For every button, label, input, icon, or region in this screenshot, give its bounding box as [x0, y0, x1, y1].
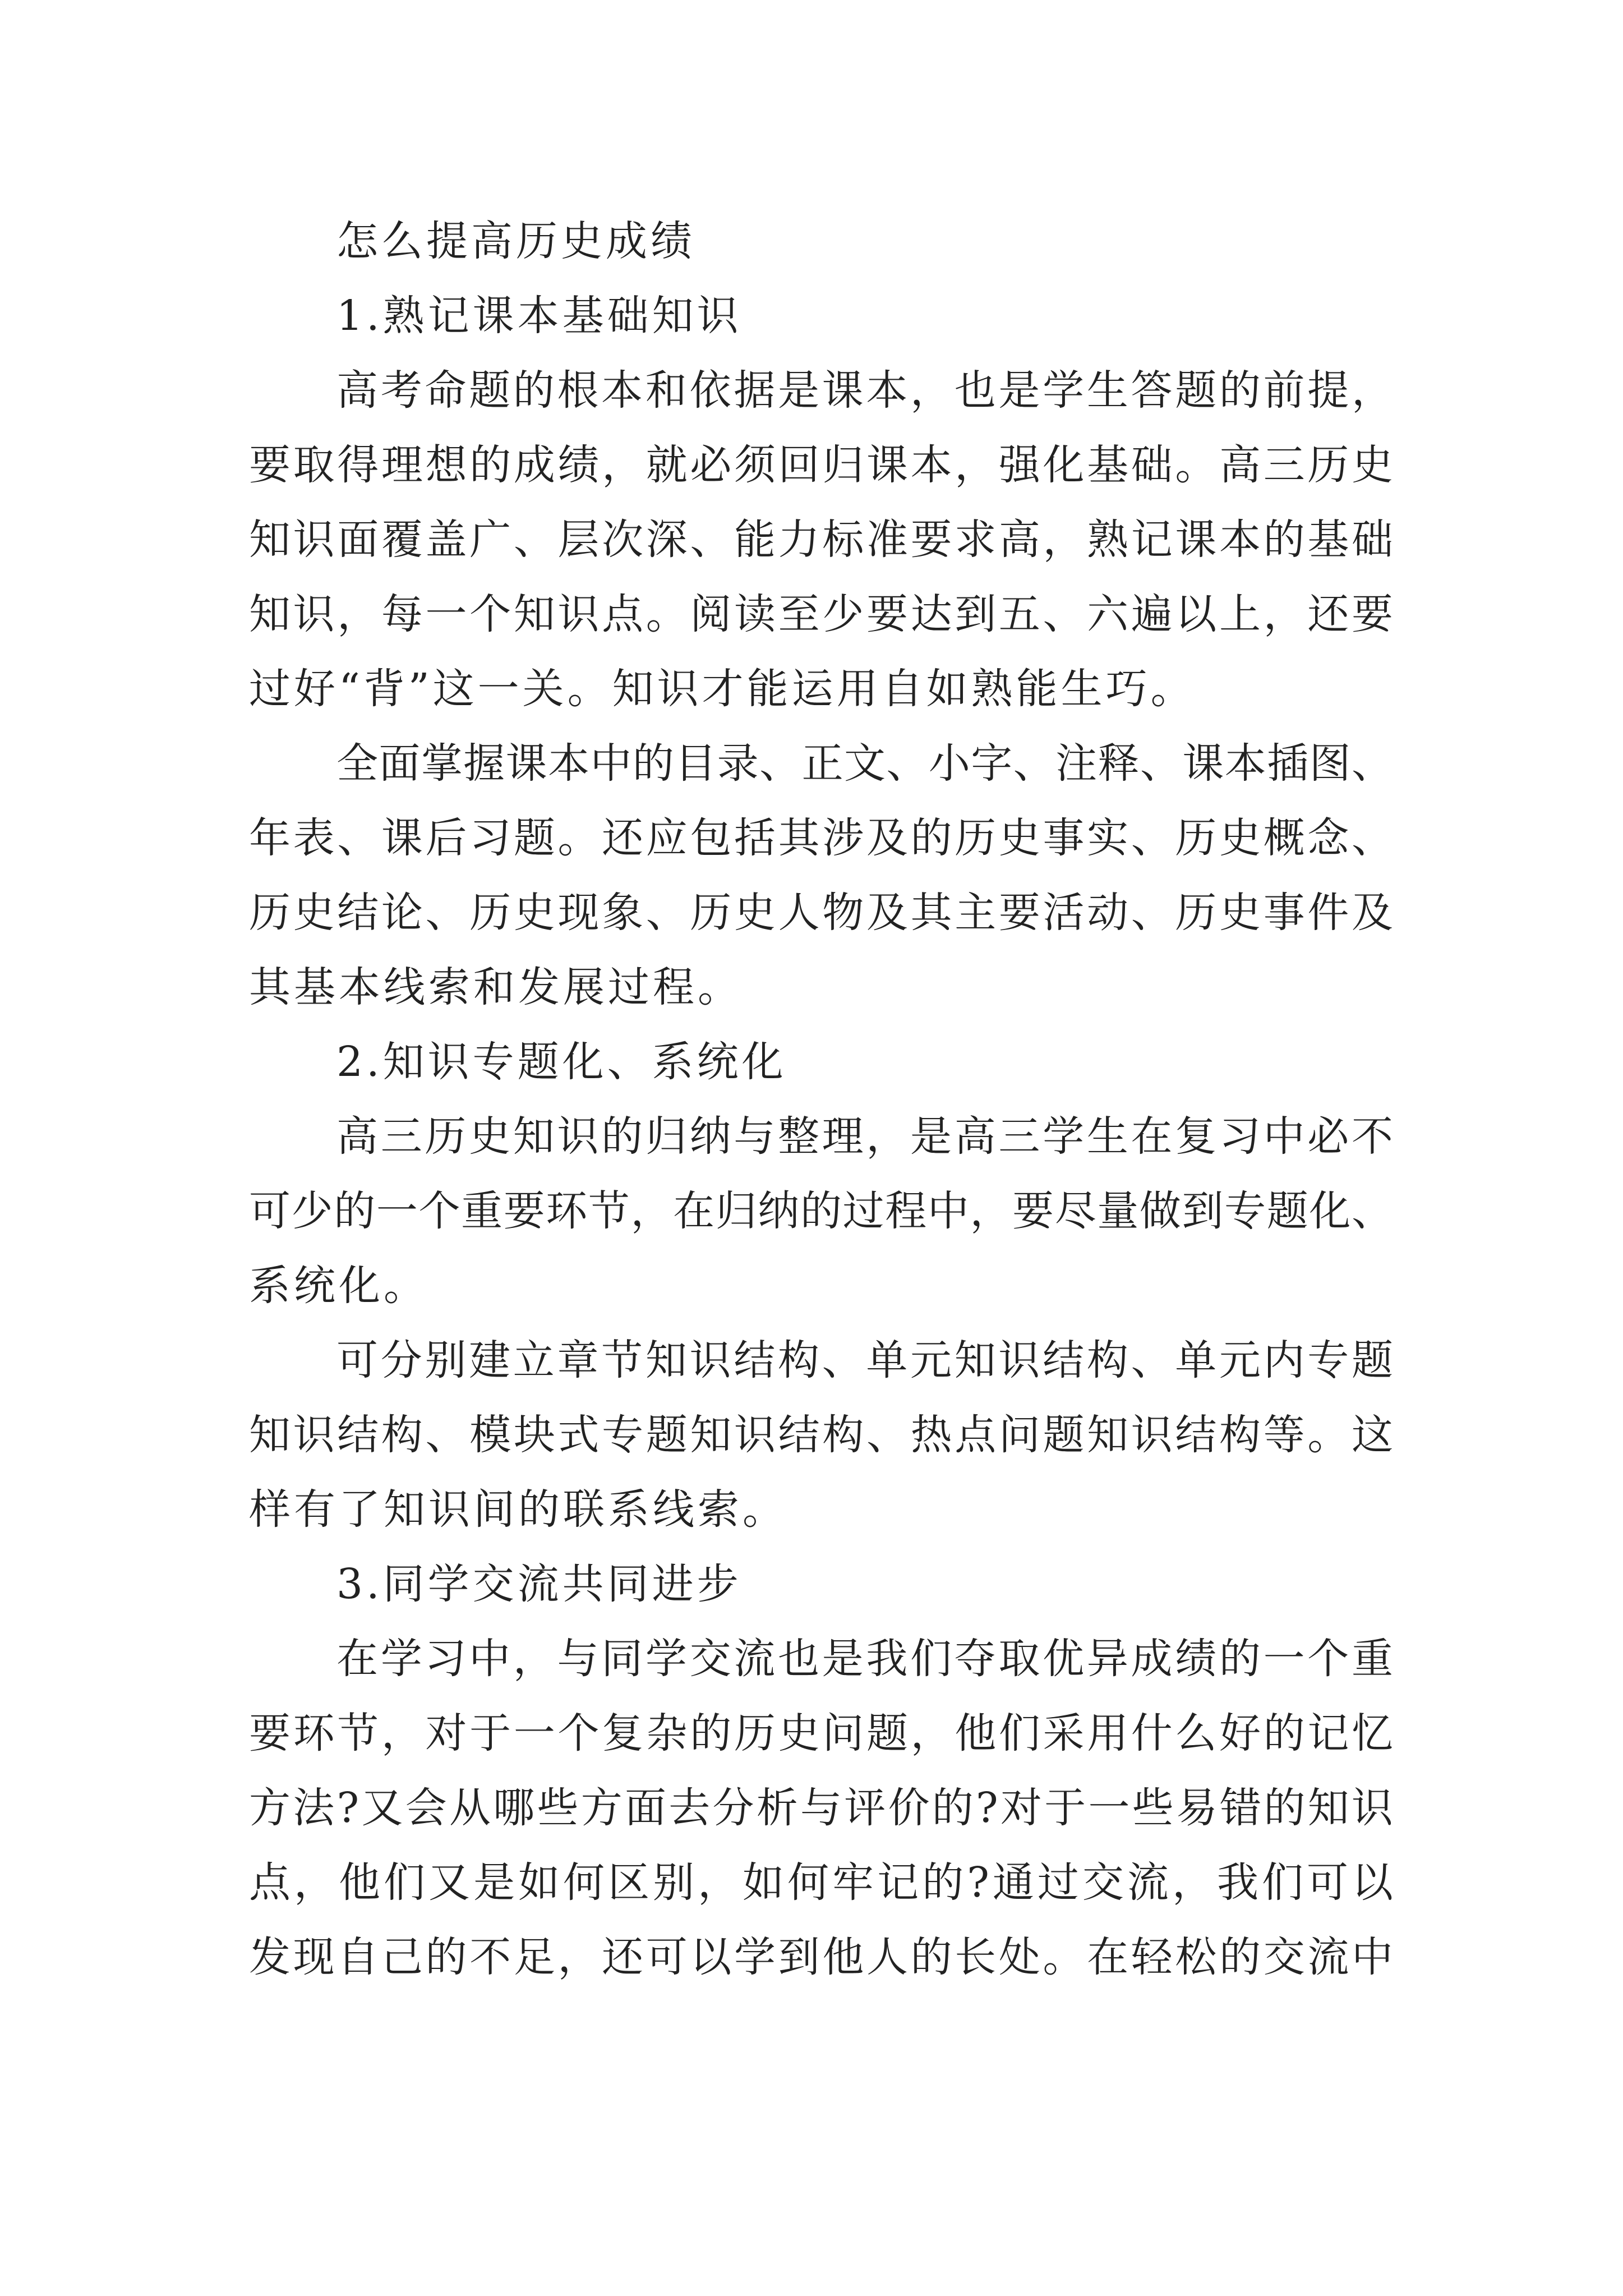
paragraph-line: 可少的一个重要环节，在归纳的过程中，要尽量做到专题化、 [249, 1187, 1394, 1235]
paragraph-line: 点，他们又是如何区别，如何牢记的?通过交流，我们可以 [249, 1858, 1397, 1907]
paragraph-line: 知识，每一个知识点。阅读至少要达到五、六遍以上，还要 [249, 590, 1396, 638]
paragraph-line: 要取得理想的成绩，就必须回归课本，强化基础。高三历史 [249, 441, 1396, 489]
paragraph-line: 全面掌握课本中的目录、正文、小字、注释、课本插图、 [336, 739, 1394, 788]
section-heading-1: 1.熟记课本基础知识 [336, 292, 742, 340]
section-heading-3: 3.同学交流共同进步 [336, 1560, 742, 1608]
paragraph-line: 知识面覆盖广、层次深、能力标准要求高，熟记课本的基础 [249, 516, 1396, 564]
paragraph-line: 高三历史知识的归纳与整理，是高三学生在复习中必不 [336, 1112, 1396, 1161]
document-title: 怎么提高历史成绩 [336, 217, 695, 265]
paragraph-line: 要环节，对于一个复杂的历史问题，他们采用什么好的记忆 [249, 1709, 1396, 1757]
section-heading-2: 2.知识专题化、系统化 [336, 1038, 787, 1086]
paragraph-line: 历史结论、历史现象、历史人物及其主要活动、历史事件及 [249, 889, 1396, 937]
paragraph-line: 高考命题的根本和依据是课本，也是学生答题的前提， [336, 366, 1396, 415]
paragraph-line: 发现自己的不足，还可以学到他人的长处。在轻松的交流中 [249, 1933, 1396, 1981]
paragraph-line: 方法?又会从哪些方面去分析与评价的?对于一些易错的知识 [249, 1784, 1396, 1832]
paragraph-line: 样有了知识间的联系线索。 [249, 1485, 787, 1534]
paragraph-line: 其基本线索和发展过程。 [249, 963, 743, 1011]
paragraph-line: 过好“背”这一关。知识才能运用自如熟能生巧。 [249, 665, 1196, 713]
paragraph-line: 年表、课后习题。还应包括其涉及的历史事实、历史概念、 [249, 814, 1396, 862]
paragraph-line: 在学习中，与同学交流也是我们夺取优异成绩的一个重 [336, 1635, 1396, 1683]
paragraph-line: 系统化。 [249, 1262, 428, 1310]
paragraph-line: 知识结构、模块式专题知识结构、热点问题知识结构等。这 [249, 1411, 1396, 1459]
paragraph-line: 可分别建立章节知识结构、单元知识结构、单元内专题 [336, 1336, 1396, 1384]
